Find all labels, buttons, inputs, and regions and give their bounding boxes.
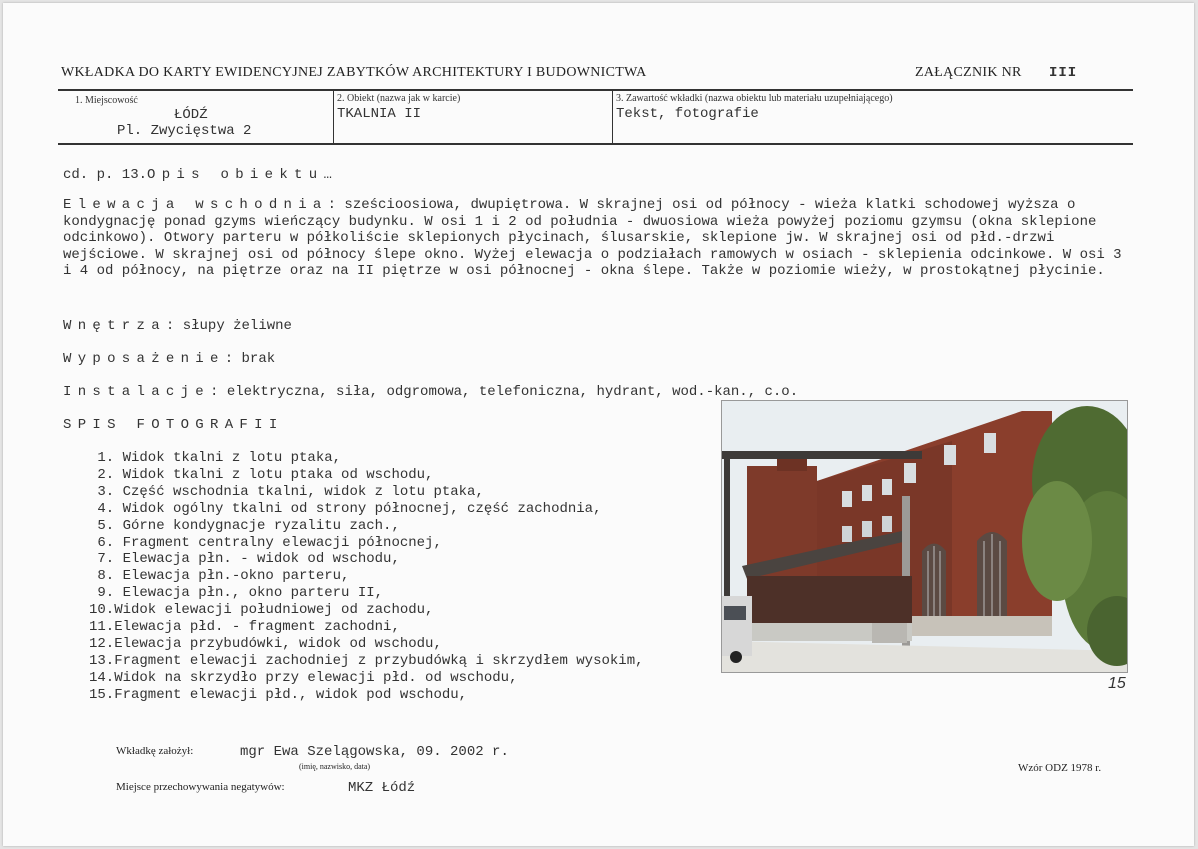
header-top-rule <box>58 89 1133 91</box>
east-elevation-heading: Elewacja wschodnia <box>63 197 328 213</box>
photo-list-item: 11.Elewacja płd. - fragment zachodni, <box>89 619 400 636</box>
photo-list-item: 14.Widok na skrzydło przy elewacji płd. od wschodu, <box>89 669 518 686</box>
author-caption: (imię, nazwisko, data) <box>299 762 371 771</box>
storage-value: MKZ Łódź <box>348 780 416 796</box>
photo-list-item: 13.Fragment elewacji zachodniej z przybudówką i skrzydłem wysokim, <box>89 652 644 669</box>
equipment-text: : brak <box>224 351 276 367</box>
photo-list-item: 4. Widok ogólny tkalni od strony północnej, część zachodnia, <box>89 500 602 517</box>
installations-text: : elektryczna, siła, odgromowa, telefoniczna, hydrant, wod.-kan., c.o. <box>210 384 799 400</box>
photo-list-item: 3. Część wschodnia tkalni, widok z lotu ptaka, <box>89 483 484 500</box>
header-bottom-rule <box>58 143 1133 145</box>
continuation-line <box>63 167 1138 184</box>
installations-line <box>63 384 1138 401</box>
photo-list-item: 9. Elewacja płn., okno parteru II, <box>89 585 384 602</box>
photo-list-item: 2. Widok tkalni z lotu ptaka od wschodu, <box>89 466 434 483</box>
author-value: mgr Ewa Szelągowska, 09. 2002 r. <box>240 744 509 760</box>
locality-city: ŁÓDŹ <box>174 107 208 123</box>
photos-heading: SPIS FOTOGRAFII <box>63 417 284 433</box>
east-elevation-paragraph <box>63 197 1138 280</box>
content-label: 3. Zawartość wkładki (nazwa obiektu lub materiału uzupełniającego) <box>616 93 893 104</box>
installations-heading: Instalacje <box>63 384 211 400</box>
annex-number: III <box>1049 65 1078 81</box>
building-photo-illustration <box>722 401 1127 672</box>
author-label: Wkładkę założył: <box>116 745 194 757</box>
annex-label: ZAŁĄCZNIK NR <box>915 65 1022 80</box>
building-photograph <box>721 400 1128 673</box>
object-label: 2. Obiekt (nazwa jak w karcie) <box>337 93 461 104</box>
form-code: Wzór ODZ 1978 r. <box>1018 762 1102 774</box>
document-page <box>3 3 1194 846</box>
photo-list-item: 1. Widok tkalni z lotu ptaka, <box>89 450 342 466</box>
photo-list-item: 12.Elewacja przybudówki, widok od wschodu, <box>89 635 442 652</box>
field-divider-1 <box>333 91 334 143</box>
photo-list-item: 15.Fragment elewacji płd., widok pod wschodu, <box>89 686 468 703</box>
photo-list-item: 5. Górne kondygnacje ryzalitu zach., <box>89 517 400 534</box>
page-number: 15 <box>1108 675 1126 692</box>
east-elevation-text: : sześcioosiowa, dwupiętrowa. W skrajnej osi od północy - wieża klatki schodowej wyższa o kondygnację ponad gzyms wieńczący budynku. W osi 1 i 2 od południa - dwuosiowa wieża powyżej poziomu gzymsu (okna sklepione odcinkowo). Otwory parteru w półkoliście sklepionych płycinach, ślusarskie, sklepione jw. W skrajnej osi od płd.-drzwi wejściowe. W skrajnej osi od północy ślepe okno. Wyżej elewacja o podziałach ramowych w osiach - sklepienia odcinkowe. W osi 3 i 4 od północy, na piętrze oraz na II piętrze w osi północnej - okna ślepe. Także w poziomie wieży, w prostokątnej płycinie. <box>63 197 1122 279</box>
photo-list-item: 8. Elewacja płn.-okno parteru, <box>89 568 350 585</box>
equipment-line <box>63 351 1138 368</box>
object-value: TKALNIA II <box>337 106 422 122</box>
interior-heading: Wnętrza <box>63 318 166 334</box>
equipment-heading: Wyposażenie <box>63 351 225 367</box>
photo-list-item: 7. Elewacja płn. - widok od wschodu, <box>89 551 400 568</box>
content-value: Tekst, fotografie <box>616 106 759 122</box>
photo-list-item: 10.Widok elewacji południowej od zachodu, <box>89 602 434 619</box>
field-divider-2 <box>612 91 613 143</box>
storage-label: Miejsce przechowywania negatywów: <box>116 781 285 793</box>
photo-list <box>89 450 644 704</box>
continuation-prefix: cd. p. 13. <box>63 167 148 183</box>
continuation-suffix: … <box>323 167 332 183</box>
interior-line <box>63 318 1138 335</box>
locality-address: Pl. Zwycięstwa 2 <box>117 123 252 139</box>
continuation-heading: Opis obiektu <box>147 167 324 183</box>
document-title: WKŁADKA DO KARTY EWIDENCYJNEJ ZABYTKÓW ARCHITEKTURY I BUDOWNICTWA <box>61 65 647 80</box>
interior-text: : słupy żeliwne <box>165 318 292 334</box>
locality-label: 1. Miejscowość <box>75 95 138 106</box>
photo-list-item: 6. Fragment centralny elewacji północnej, <box>89 534 442 551</box>
